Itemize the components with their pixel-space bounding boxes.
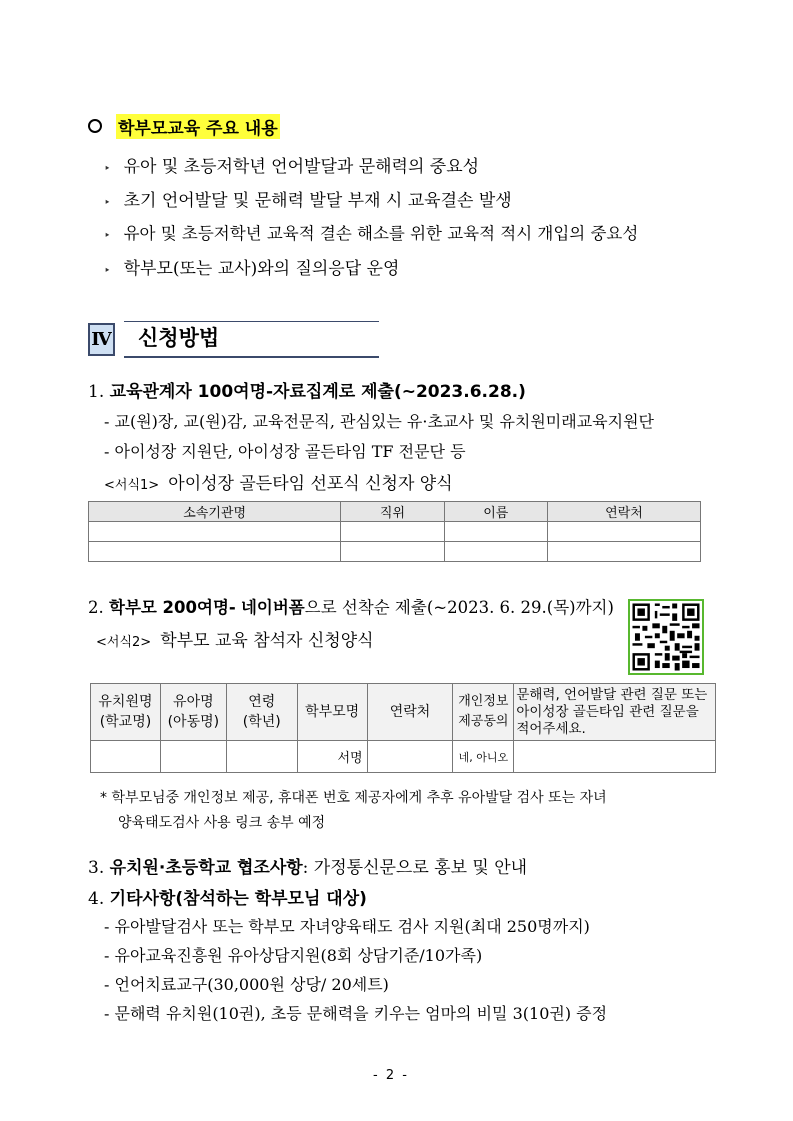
applicant-form-table (88, 501, 701, 562)
item-number: 3. (88, 858, 105, 878)
table-header: 직위 (341, 502, 444, 522)
parent-form-table (90, 683, 716, 773)
signature-cell: 서명 (297, 741, 367, 773)
form-title: 아이성장 골든타임 선포식 신청자 양식 (168, 474, 453, 494)
table-header: 연락처 (367, 684, 453, 741)
triangle-bullet-icon: ‣ (104, 196, 111, 209)
triangle-bullet-icon: ‣ (104, 229, 111, 242)
qr-code-icon[interactable] (628, 599, 704, 675)
sub-item: - 교(원)장, 교(원)감, 교육전문직, 관심있는 유·초교사 및 유치원미래교육지원단 (104, 412, 655, 431)
table-row (89, 522, 701, 542)
sub-item: - 유아발달검사 또는 학부모 자녀양육태도 검사 지원(최대 250명까지) (104, 917, 590, 936)
form-caption (104, 469, 453, 494)
item-bold: 학부모 200여명- (109, 598, 236, 617)
sub-item: - 문해력 유치원(10권), 초등 문해력을 키우는 엄마의 비밀 3(10권) 증정 (104, 1004, 608, 1023)
form-caption (96, 626, 374, 651)
circle-bullet-icon (88, 119, 102, 133)
table-header: 유치원명 (학교명) (91, 684, 161, 741)
table-header: 소속기관명 (89, 502, 341, 522)
item-3-heading (88, 853, 527, 878)
item-bold: 유치원·초등학교 협조사항 (109, 858, 303, 878)
page-number: - 2 - (373, 1068, 409, 1083)
item-rest: 으로 선착순 제출(~2023. 6. 29.(목)까지) (304, 598, 614, 617)
item-bold: 기타사항(참석하는 학부모님 대상) (109, 889, 367, 909)
sub-item: - 아이성장 지원단, 아이성장 골든타임 TF 전문단 등 (104, 442, 466, 461)
table-header: 연령 (학년) (226, 684, 297, 741)
section-title: 신청방법 (138, 326, 220, 350)
list-item-text: 학부모(또는 교사)와의 질의응답 운영 (123, 259, 400, 279)
table-row (91, 741, 716, 773)
item-bold: 교육관계자 100여명-자료집계로 제출 (109, 382, 394, 402)
table-header: 이름 (444, 502, 547, 522)
item-number: 1. (88, 382, 105, 402)
table-row (89, 542, 701, 562)
item-number: 2. (88, 598, 104, 617)
list-item (104, 186, 512, 211)
section-title-highlight: 학부모교육 주요 내용 (116, 114, 280, 139)
list-item-text: 초기 언어발달 및 문해력 발달 부재 시 교육결손 발생 (123, 191, 512, 211)
list-item (104, 254, 399, 279)
list-item-text: 유아 및 초등저학년 교육적 결손 해소를 위한 교육적 적시 개입의 중요성 (123, 224, 639, 243)
item-2-heading (88, 594, 614, 618)
sub-item: - 유아교육진흥원 유아상담지원(8회 상담기준/10가족) (104, 946, 483, 965)
item-rest: : 가정통신문으로 홍보 및 안내 (302, 858, 528, 878)
consent-cell: 네, 아니오 (453, 741, 514, 773)
table-header: 연락처 (547, 502, 700, 522)
triangle-bullet-icon: ‣ (104, 264, 111, 277)
table-header: 개인정보 제공동의 (453, 684, 514, 741)
form-title: 학부모 교육 참석자 신청양식 (160, 631, 374, 651)
note-line: 양육태도검사 사용 링크 송부 예정 (118, 815, 326, 831)
item-number: 4. (88, 889, 105, 909)
section-number-box: Ⅳ (88, 323, 115, 356)
table-header: 유아명 (아동명) (160, 684, 226, 741)
header-rule-bottom (124, 356, 379, 358)
item-1-heading (88, 377, 526, 402)
item-date: (~2023.6.28.) (393, 382, 526, 402)
item-4-heading (88, 884, 367, 909)
sub-item: - 언어치료교구(30,000원 상당/ 20세트) (104, 975, 389, 994)
table-header-question: 문해력, 언어발달 관련 질문 또는 아이성장 골든타임 관련 질문을 적어주세요. (514, 684, 716, 741)
item-bold: 네이버폼 (240, 598, 305, 617)
form-label: <서식2> (96, 635, 152, 650)
qr-code-graphic (630, 601, 702, 673)
form-label: <서식1> (104, 478, 160, 493)
note-line: * 학부모님중 개인정보 제공, 휴대폰 번호 제공자에게 추후 유아발달 검사 또는 자녀 (100, 790, 607, 806)
table-header: 학부모명 (297, 684, 367, 741)
list-item-text: 유아 및 초등저학년 언어발달과 문해력의 중요성 (123, 157, 480, 177)
list-item (104, 220, 638, 244)
triangle-bullet-icon: ‣ (104, 162, 111, 175)
list-item (104, 152, 479, 177)
